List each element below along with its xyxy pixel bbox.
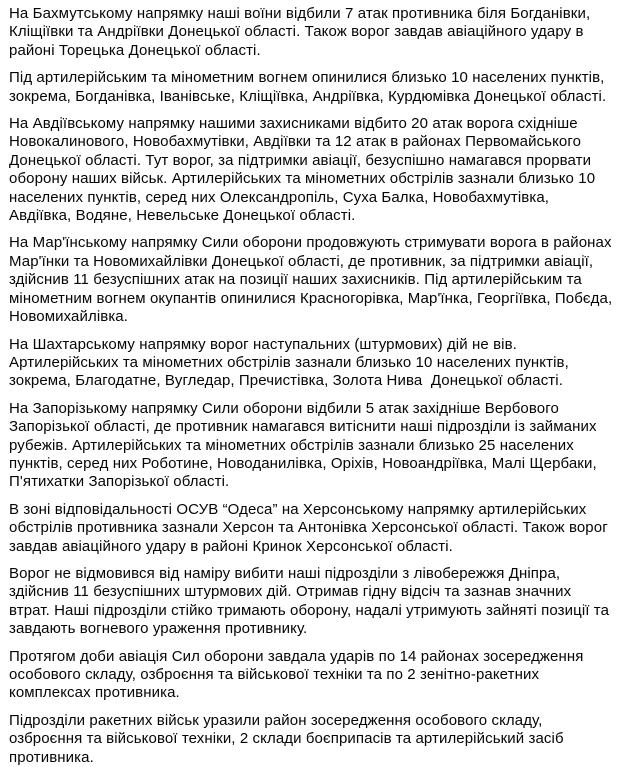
report-paragraph-zaporizhzhia: На Запорізькому напрямку Сили оборони відбили 5 атак західніше Вербового Запорізької області, де противник намагався витіснити наші підрозділи із займаних рубежів. Артилерійських та мінометних обстрілів зазнали близько 25 населених пунктів, серед них Роботине, Новоданилівка, Оріхів, Новоандріївка, Малі Щербаки, П'ятихатки Запорізької області. [9, 399, 601, 491]
report-paragraph-missile-forces: Підрозділи ракетних військ уразили район зосередження особового складу, озброєння та військової техніки, 2 склади боєприпасів та артилерійський засіб противника. [9, 711, 568, 766]
report-paragraph-bakhmut: На Бахмутському напрямку наші воїни відбили 7 атак противника біля Богданівки, Кліщіївки та Андріївки Донецької області. Також ворог завдав авіаційного удару в районі Торецька Донецької області. [9, 5, 595, 59]
report-paragraph-marinka: На Мар'їнському напрямку Сили оборони продовжують стримувати ворога в районах Мар'їнки та Новомихайлівки Донецької області, де противник, за підтримки авіації, здійснив 11 безуспішних атак на позиції наших захисників. Під артилерійським та мінометним вогнем окупантів опинилися Красногорівка, Мар'їнка, Георгіївка, Побєда, Новомихайлівка. [9, 234, 617, 326]
report-paragraph-shelling-bakhmut: Під артилерійським та мінометним вогнем опинилися близько 10 населених пунктів, зокрема, Богданівка, Іванівське, Кліщіївка, Андріївка, Курдюмівка Донецької області. [9, 69, 609, 105]
report-paragraph-kherson: В зоні відповідальності ОСУВ “Одеса” на Херсонському напрямку артилерійських обстрілів противника зазнали Херсон та Антонівка Херсонської області. Також ворог завдав авіаційного удару в районі Кринок Херсонської області. [9, 500, 613, 555]
report-paragraph-shakhtarsk: На Шахтарському напрямку ворог наступальних (штурмових) дій не вів. Артилерійських та мінометних обстрілів зазнали близько 10 населених пунктів, зокрема, Благодатне, Вугледар, Пречистівка, Золота Нива Донецької області. [9, 335, 574, 390]
report-paragraph-dnipro-left-bank: Ворог не відмовився від наміру вибити наші підрозділи з лівобережжя Дніпра, здійснив 11 безуспішних штурмових дій. Отримав гідну відсіч та зазнав значних втрат. Наші підрозділи стійко тримають оборону, надалі утримують зайняті позиції та завдають вогневого ураження противнику. [9, 564, 614, 638]
report-paragraph-avdiivka: На Авдіївському напрямку нашими захисниками відбито 20 атак ворога східніше Новокалинового, Новобахмутівки, Авдіївки та 12 атак в районах Первомайського Донецької області. Тут ворог, за підтримки авіації, безуспішно намагався прорвати оборону наших військ. Артилерійських та мінометних обстрілів зазнали близько 10 населених пунктів, серед них Олександропіль, Суха Балка, Новобахмутівка, Авдіївка, Водяне, Невельське Донецької області. [9, 115, 600, 225]
report-paragraph-aviation-strikes: Протягом доби авіація Сил оборони завдала ударів по 14 районах зосередження особового складу, озброєння та військової техніки та по 2 зенітно-ракетних комплексах противника. [9, 647, 588, 702]
